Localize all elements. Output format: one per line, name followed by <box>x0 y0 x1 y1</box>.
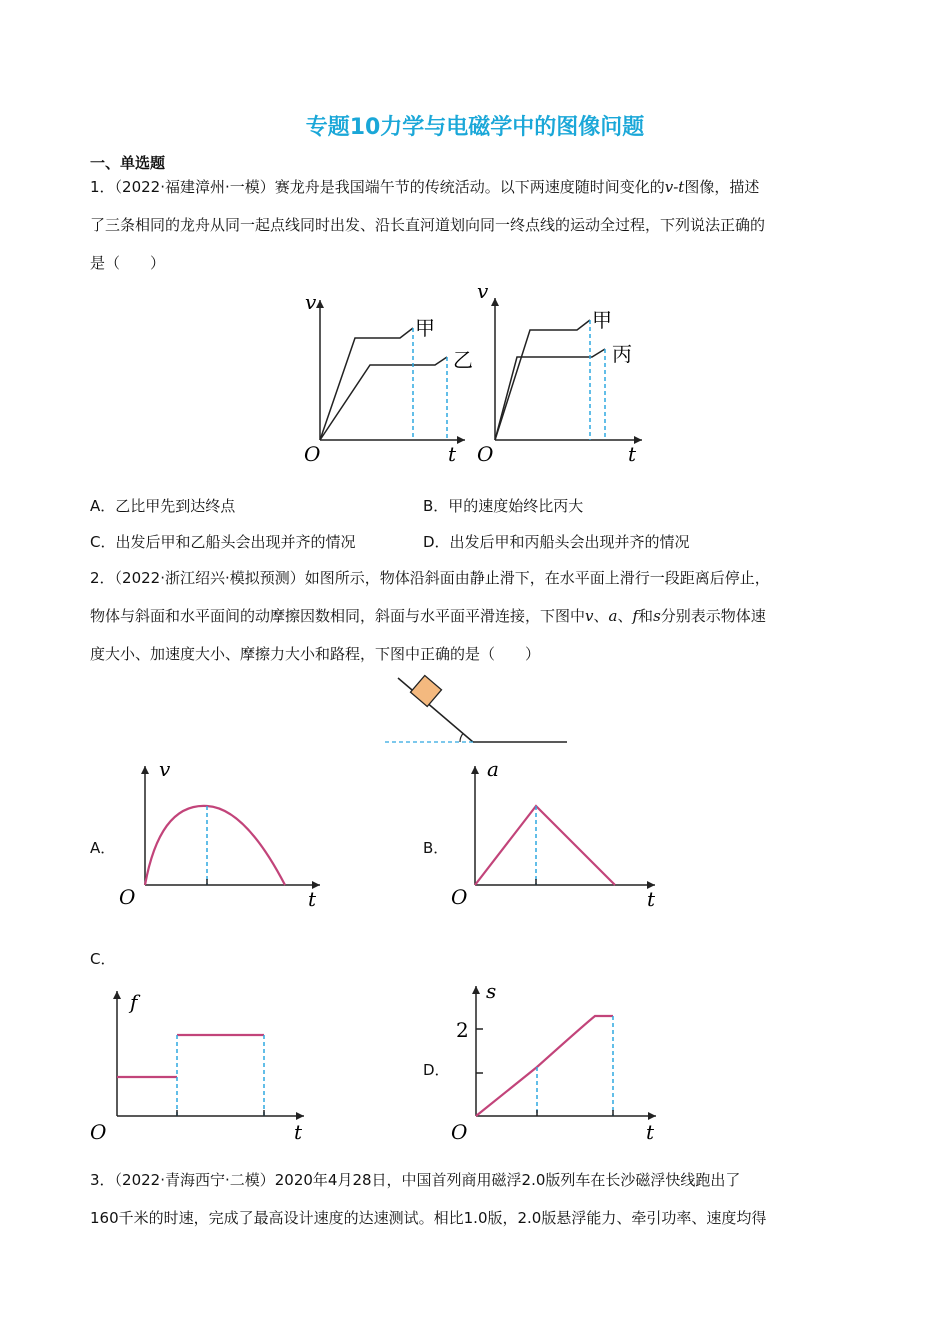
curve-jia <box>320 328 413 440</box>
q2-text-b: 分别表示物体速 <box>660 607 766 625</box>
q1-option-b[interactable]: B．甲的速度始终比丙大 <box>423 497 584 515</box>
velocity-curve <box>145 806 285 885</box>
y-axis-arrow <box>491 298 499 306</box>
axis-v-label: v <box>305 290 317 314</box>
axis-v-label: v <box>477 279 489 303</box>
axis-y-label: a <box>487 757 499 781</box>
origin-label: O <box>90 1120 107 1144</box>
label-bing: 丙 <box>612 342 632 366</box>
q2-text-a: 物体与斜面和水平面间的动摩擦因数相同，斜面与水平面平滑连接，下图中 <box>90 607 586 625</box>
q1-option-c[interactable]: C．出发后甲和乙船头会出现并齐的情况 <box>90 533 356 551</box>
axis-x-label: t <box>646 1120 655 1144</box>
q2-graph-c <box>88 983 313 1145</box>
q1-vt: v-t <box>664 178 685 196</box>
origin-label: O <box>119 885 136 909</box>
tick-label-2: 2 <box>456 1018 469 1042</box>
q2-graph-b <box>447 758 667 913</box>
q2-graph-d <box>450 978 665 1146</box>
q2-sym-v: v <box>585 607 594 625</box>
angle-arc <box>460 734 463 743</box>
q2-line3: 度大小、加速度大小、摩擦力大小和路程，下图中正确的是（ ） <box>90 645 541 663</box>
y-axis-arrow <box>472 986 480 994</box>
origin-label: O <box>451 885 468 909</box>
curve-yi <box>320 357 447 440</box>
y-axis-arrow <box>141 766 149 774</box>
origin-label: O <box>451 1120 468 1144</box>
y-axis-arrow <box>471 766 479 774</box>
path-curve <box>476 1016 613 1116</box>
label-yi: 乙 <box>453 348 473 372</box>
label-jia: 甲 <box>415 316 435 340</box>
curve-bing <box>495 349 605 440</box>
page-title: 专题10力学与电磁学中的图像问题 <box>305 115 645 140</box>
q1-option-a[interactable]: A．乙比甲先到达终点 <box>90 497 236 515</box>
incline-diagram <box>380 672 580 752</box>
q1-option-d[interactable]: D．出发后甲和丙船头会出现并齐的情况 <box>423 533 690 551</box>
q2-option-d[interactable]: D． <box>423 1061 450 1079</box>
q2-option-b[interactable]: B． <box>423 839 449 857</box>
axis-y-label: s <box>486 979 497 1003</box>
label-jia: 甲 <box>592 308 612 332</box>
q2-sep-1: 、 <box>593 607 609 625</box>
q2-option-c[interactable]: C． <box>90 950 116 968</box>
q1-line2: 了三条相同的龙舟从同一起点线同时出发、沿长直河道划向同一终点线的运动全过程，下列说法正确的 <box>90 216 766 234</box>
axis-t-label: t <box>448 442 457 466</box>
origin-label: O <box>477 442 494 466</box>
q2-line2 <box>90 605 766 627</box>
q1-text-a: 1．（2022·福建漳州·一模）赛龙舟是我国端午节的传统活动。以下两速度随时间变化的 <box>90 178 665 196</box>
q2-graph-a <box>115 758 330 913</box>
q2-and: 和 <box>638 607 654 625</box>
sliding-block <box>410 675 441 706</box>
q1-line3: 是（ ） <box>90 254 166 272</box>
section-heading: 一、单选题 <box>90 154 166 172</box>
axis-y-label: f <box>130 990 138 1014</box>
axis-x-label: t <box>647 887 656 911</box>
origin-label: O <box>304 442 321 466</box>
q2-sep-2: 、 <box>617 607 633 625</box>
q2-line1: 2．（2022·浙江绍兴·模拟预测）如图所示，物体沿斜面由静止滑下，在水平面上滑行一段距离后停止， <box>90 569 770 587</box>
x-axis-arrow <box>648 1112 656 1120</box>
y-axis-arrow <box>113 991 121 999</box>
q1-graph-1 <box>295 285 473 470</box>
q2-sym-a: a <box>608 607 618 625</box>
q2-sym-f: f <box>632 607 639 625</box>
axis-x-label: t <box>294 1120 303 1144</box>
curve-jia <box>495 320 590 440</box>
x-axis-arrow <box>296 1112 304 1120</box>
q3-line2: 160千米的时速，完成了最高设计速度的达速测试。相比1.0版，2.0版悬浮能力、牵引功率、速度均得 <box>90 1209 767 1227</box>
axis-t-label: t <box>628 442 637 466</box>
axis-x-label: t <box>308 887 317 911</box>
q2-sym-s: s <box>653 607 661 625</box>
q2-option-a[interactable]: A． <box>90 839 116 857</box>
axis-y-label: v <box>159 757 171 781</box>
q3-line1: 3．（2022·青海西宁·二模）2020年4月28日，中国首列商用磁浮2.0版列车在长沙磁浮快线跑出了 <box>90 1171 741 1189</box>
q1-graph-2 <box>472 279 647 470</box>
x-axis-arrow <box>457 436 465 444</box>
q1-text-b: 图像，描述 <box>684 178 760 196</box>
q1-line1 <box>90 176 759 198</box>
y-axis-arrow <box>316 300 324 308</box>
acceleration-curve <box>475 806 615 885</box>
